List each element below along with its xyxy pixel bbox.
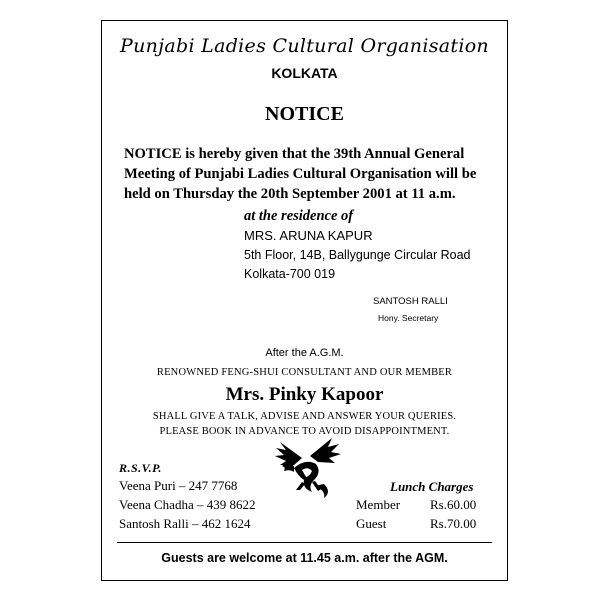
city-name: KOLKATA — [271, 65, 338, 81]
venue-host-name: MRS. ARUNA KAPUR — [244, 228, 373, 243]
rsvp-contact: Veena Chadha – 439 8622 — [119, 497, 256, 512]
talk-intro: RENOWNED FENG-SHUI CONSULTANT AND OUR MEMBER — [156, 367, 453, 378]
rsvp-label: R.S.V.P. — [119, 461, 162, 475]
talk-line2: PLEASE BOOK IN ADVANCE TO AVOID DISAPPOINTMENT. — [159, 426, 450, 437]
venue-address-line1: 5th Floor, 14B, Ballygunge Circular Road — [244, 248, 471, 262]
dragon-icon — [272, 436, 342, 501]
speaker-name: Mrs. Pinky Kapoor — [225, 384, 384, 405]
charge-category: Guest — [356, 516, 387, 531]
footer-note: Guests are welcome at 11.45 a.m. after the AGM. — [161, 551, 448, 565]
notice-title: NOTICE — [265, 103, 344, 125]
notice-body: NOTICE is hereby given that the 39th Annual General Meeting of Punjabi Ladies Cultural Organisation will be held on Thursday the 20th September 2001 at 11 a.m. — [124, 146, 477, 202]
talk-line1: SHALL GIVE A TALK, ADVISE AND ANSWER YOUR QUERIES. — [152, 411, 457, 422]
signatory-name: SANTOSH RALLI — [373, 296, 448, 307]
rsvp-contact: Santosh Ralli – 462 1624 — [119, 516, 251, 531]
charge-amount: Rs.60.00 — [430, 497, 477, 512]
lunch-charges-label: Lunch Charges — [390, 479, 474, 494]
signatory-title: Hony. Secretary — [378, 313, 439, 323]
organisation-name: Punjabi Ladies Cultural Organisation — [120, 35, 489, 57]
venue-address-line2: Kolkata-700 019 — [244, 267, 336, 281]
divider — [117, 542, 492, 543]
charge-category: Member — [356, 497, 401, 512]
charge-amount: Rs.70.00 — [430, 516, 477, 531]
notice-card — [101, 20, 508, 581]
after-agm: After the A.G.M. — [265, 347, 344, 359]
venue-intro: at the residence of — [244, 208, 354, 224]
rsvp-contact: Veena Puri – 247 7768 — [119, 478, 238, 493]
